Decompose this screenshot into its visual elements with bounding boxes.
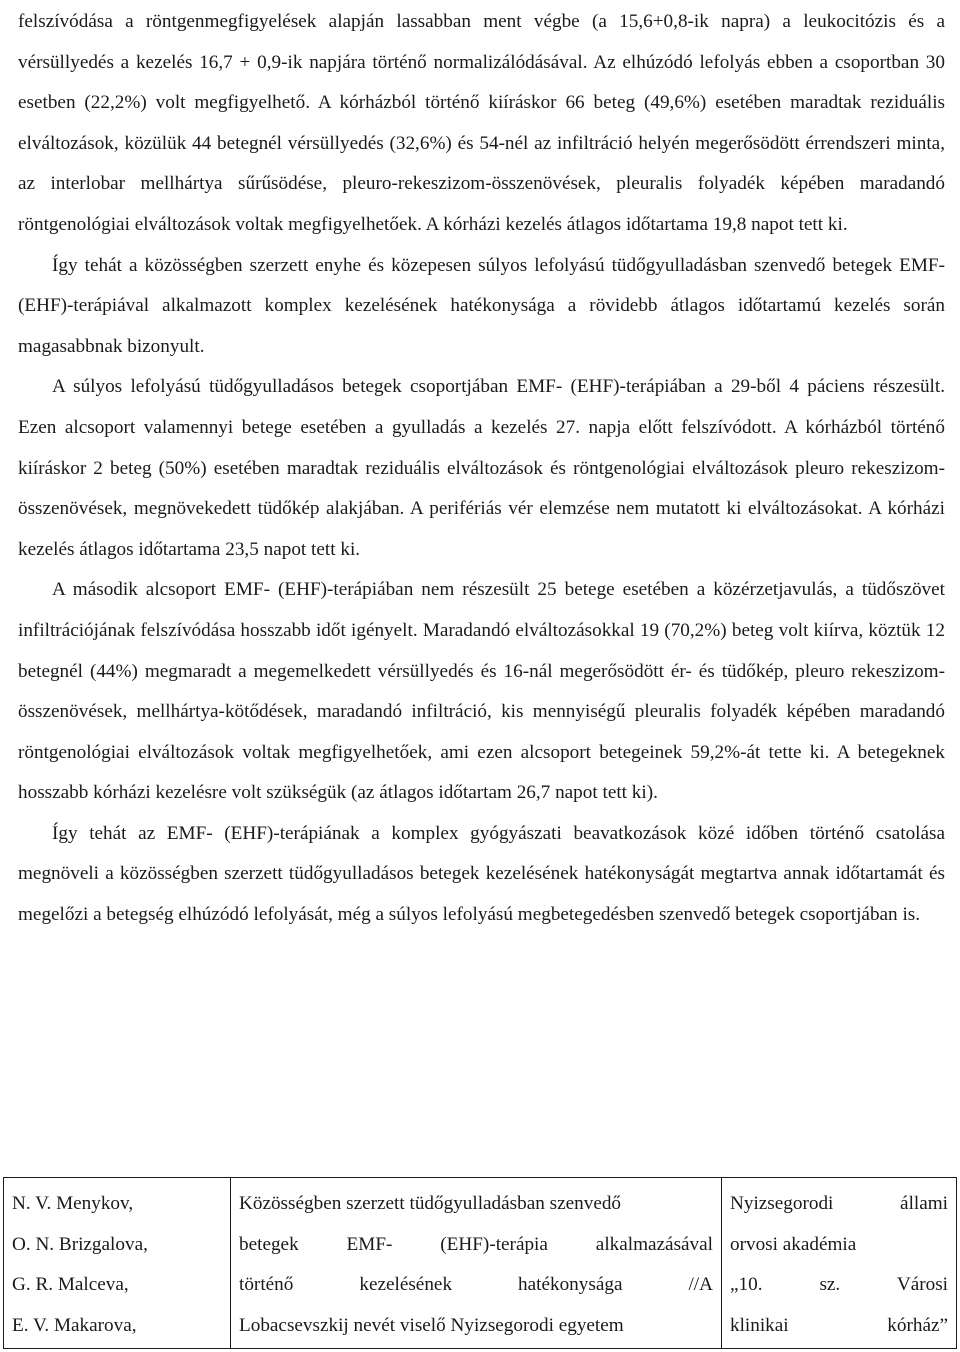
citation-line: Lobacsevszkij nevét viselő Nyizsegorodi egyetem [239, 1314, 624, 1336]
footer-row [4, 1178, 957, 1349]
authors-cell [4, 1178, 231, 1349]
affiliation-line: „10. sz. Városi [730, 1274, 948, 1295]
paragraph-4: A második alcsoport EMF- (EHF)-terápiában nem részesült 25 betege esetében a közérzetjavulás, a tüdőszövet infiltrációjának felszívódása hosszabb időt igényelt. Maradandó elváltozásokkal 19 (70,2%) beteg volt kiírva, köztük 12 betegnél (44%) megmaradt a megemelkedett vérsüllyedés és 16-nál megerősödött ér- és tüdőkép, pleuro rekeszizom-összenövések, mellhártya-kötődések, maradandó infiltráció, kis mennyiségű pleuralis folyadék képében maradandó röntgenológiai elváltozások voltak megfigyelhetőek, ami ezen alcsoport betegeinek 59,2%-át tette ki. A betegeknek hosszabb kórházi kezelésre volt szükségük (az átlagos időtartam 26,7 napot tett ki). [18, 579, 945, 804]
citation-line: Közösségben szerzett tüdőgyulladásban szenvedő [239, 1193, 622, 1214]
author-name: E. V. Makarova, [12, 1314, 137, 1336]
affiliation-cell [722, 1178, 957, 1349]
affiliation-line: orvosi akadémia [730, 1233, 857, 1255]
affiliation-line: klinikai kórház” [730, 1314, 948, 1336]
author-name: G. R. Malceva, [12, 1274, 129, 1295]
author-name: O. N. Brizgalova, [12, 1233, 148, 1255]
paragraph-3: A súlyos lefolyású tüdőgyulladásos betegek csoportjában EMF- (EHF)-terápiában a 29-ből 4 páciens részesült. Ezen alcsoport valamennyi betege esetében a gyulladás a kezelés 27. napja előtt felszívódott. A kórházból történő kiíráskor 2 beteg (50%) esetében maradtak reziduális elváltozások és röntgenológiai elváltozások pleuro rekeszizom-összenövések, megnövekedett tüdőkép alakjában. A perifériás vér elemzése nem mutatott ki elváltozásokat. A kórházi kezelés átlagos időtartama 23,5 napot tett ki. [18, 376, 945, 560]
reference-footer-table [3, 1177, 957, 1349]
citation-title-cell [231, 1178, 722, 1349]
paragraph-2: Így tehát a közösségben szerzett enyhe és közepesen súlyos lefolyású tüdőgyulladásban szenvedő betegek EMF- (EHF)-terápiával alkalmazott komplex kezelésének hatékonysága a rövidebb átlagos időtartamú kezelés során magasabbnak bizonyult. [18, 254, 945, 357]
citation-line: betegek EMF- (EHF)-terápia alkalmazásával [239, 1233, 713, 1255]
citation-line: történő kezelésének hatékonysága //A [239, 1274, 713, 1295]
author-name: N. V. Menykov, [12, 1193, 134, 1214]
paragraph-5: Így tehát az EMF- (EHF)-terápiának a komplex gyógyászati beavatkozások közé időben történő csatolása megnöveli a közösségben szerzett tüdőgyulladásos betegek kezelésének hatékonyságát megtartva annak időtartamát és megelőzi a betegség elhúzódó lefolyását, még a súlyos lefolyású megbetegedésben szenvedő betegek csoportjában is. [18, 822, 945, 926]
affiliation-line: Nyizsegorodi állami [730, 1193, 948, 1214]
body-text [18, 0, 945, 936]
paragraph-1: felszívódása a röntgenmegfigyelések alapján lassabban ment végbe (a 15,6+0,8-ik napra) a leukocitózis és a vérsüllyedés a kezelés 16,7 + 0,9-ik napjára történő normalizálódásával. Az elhúzódó lefolyás ebben a csoportban 30 esetben (22,2%) volt megfigyelhető. A kórházból történő kiíráskor 66 beteg (49,6%) esetében maradtak reziduális elváltozások, közülük 44 betegnél vérsüllyedés (32,6%) és 54-nél az infiltráció helyén megerősödött érrendszeri minta, az interlobar mellhártya sűrűsödése, pleuro-rekeszizom-összenövések, pleuralis folyadék képében maradandó röntgenológiai elváltozások voltak megfigyelhetőek. A kórházi kezelés átlagos időtartama 19,8 napot tett ki. [18, 11, 945, 235]
